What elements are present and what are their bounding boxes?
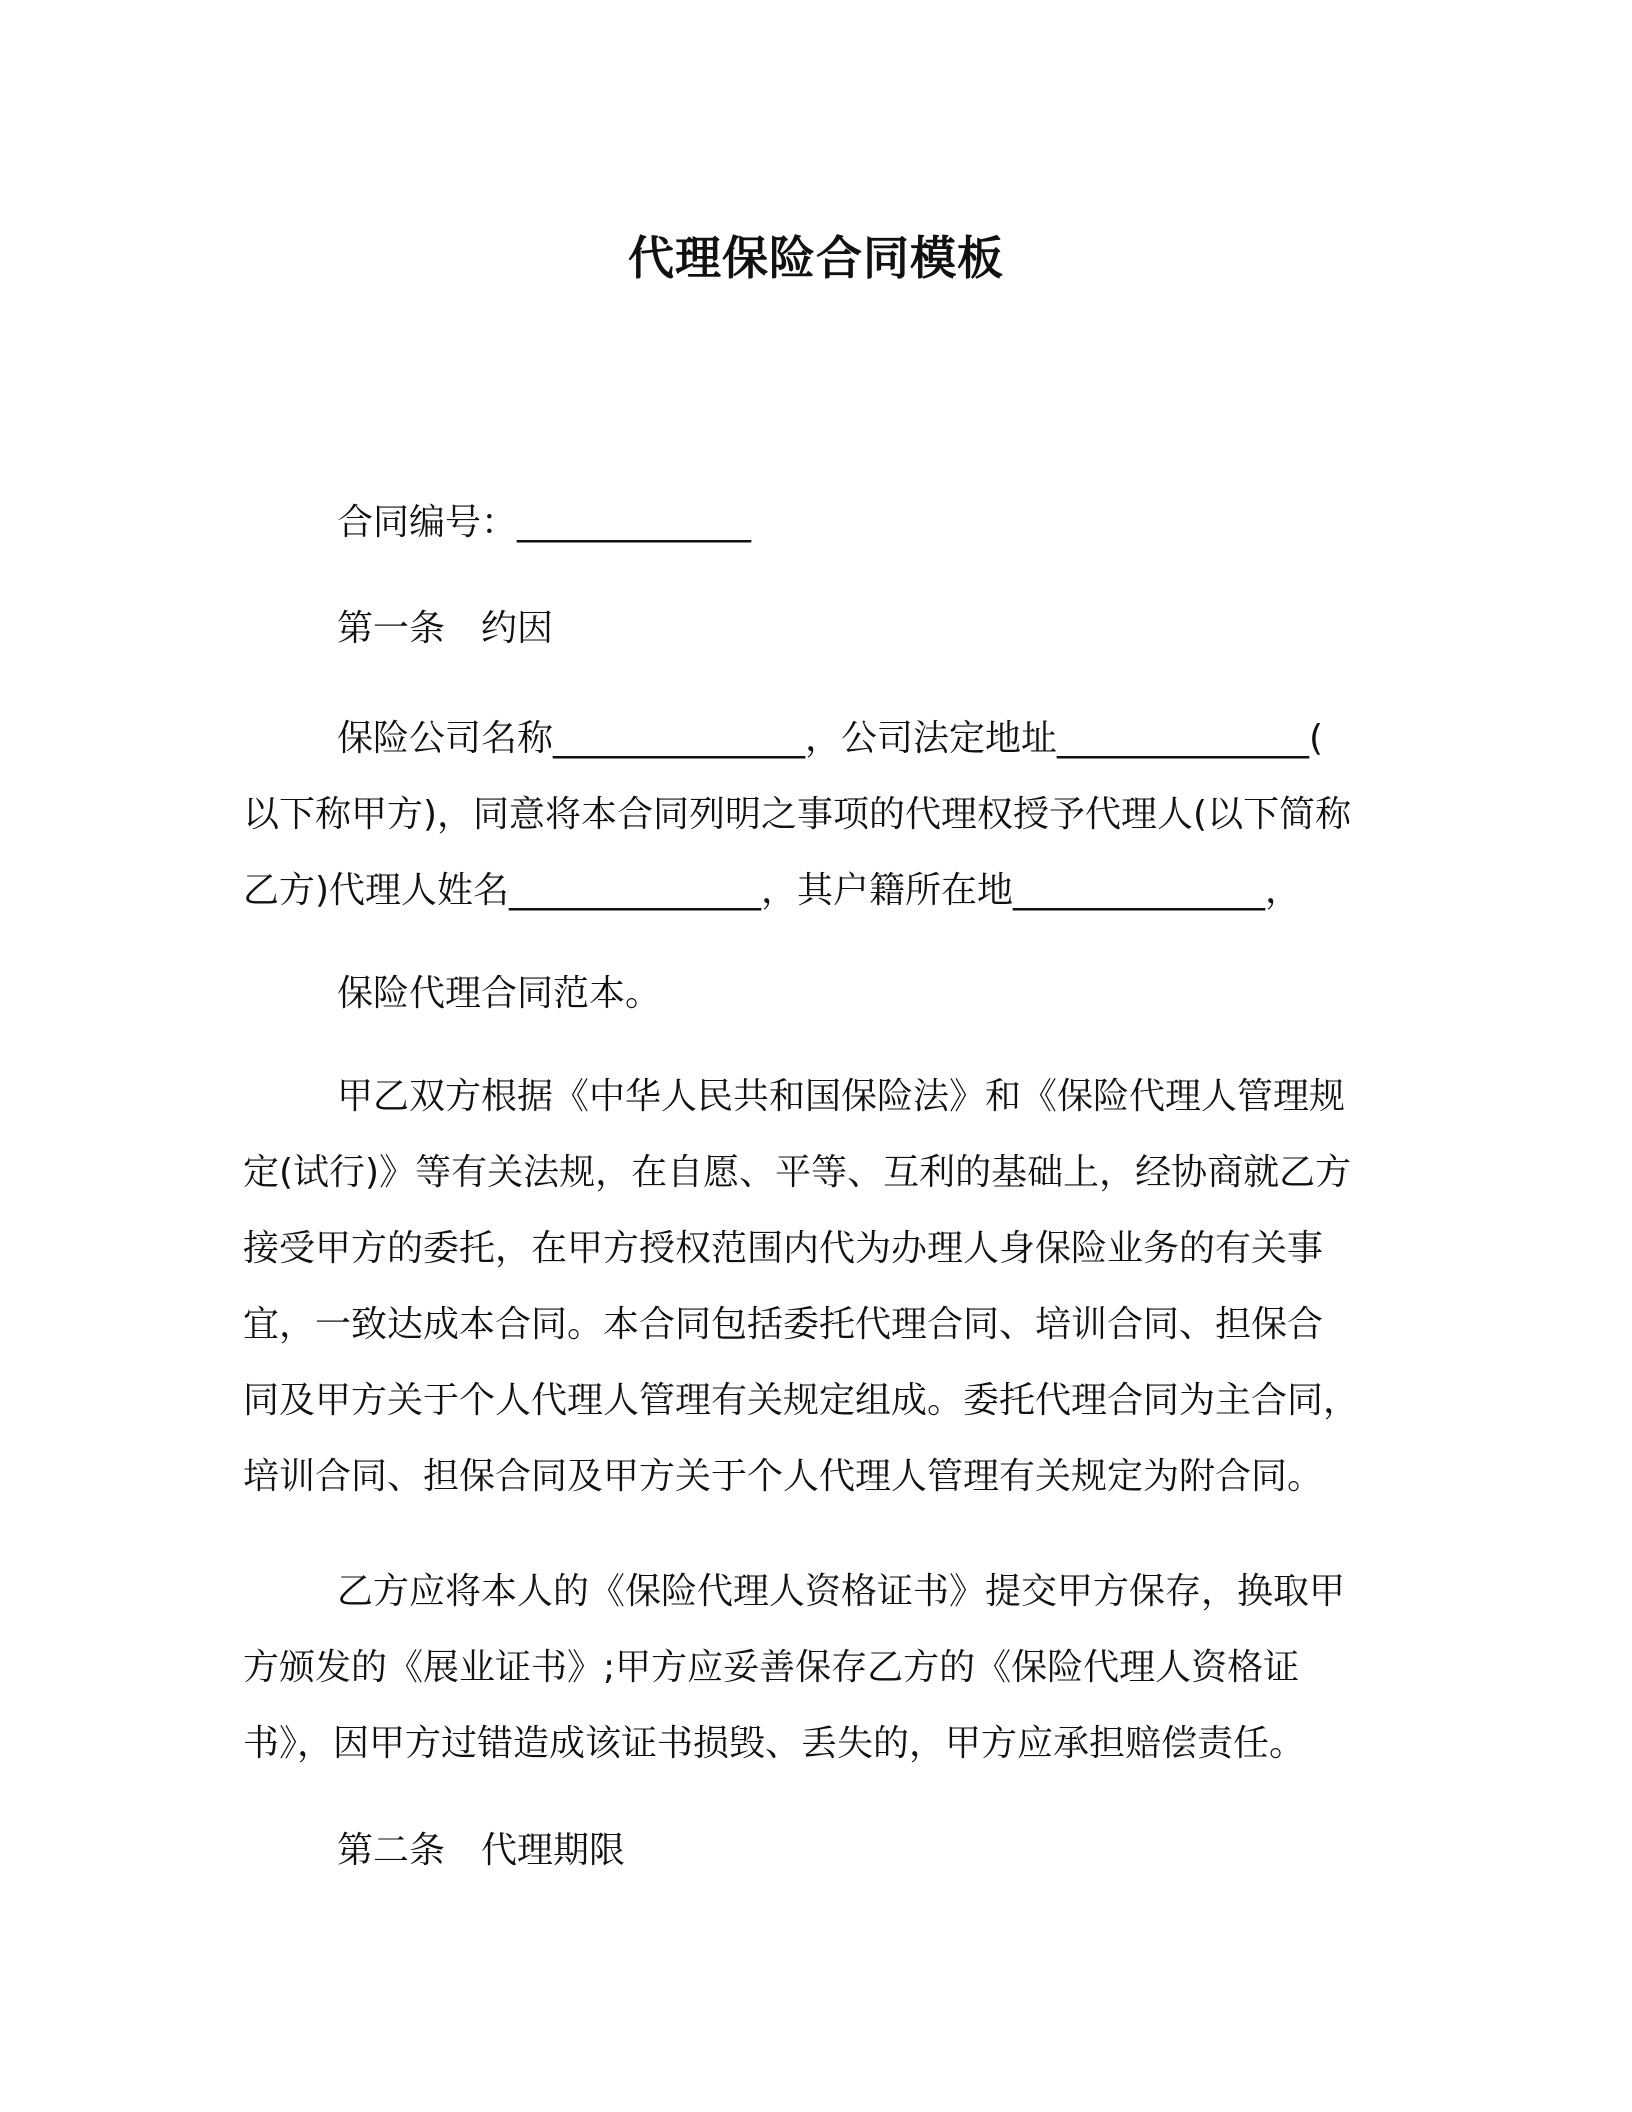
paragraph-legal-basis [243, 1059, 1403, 1515]
paragraph-parties [243, 701, 1403, 929]
text-line: 保险公司名称______________，公司法定地址______________( [337, 718, 1324, 759]
text-line: 乙方应将本人的《保险代理人资格证书》提交甲方保存，换取甲 [337, 1571, 1346, 1612]
text-line: 培训合同、担保合同及甲方关于个人代理人管理有关规定为附合同。 [243, 1456, 1324, 1497]
contract-number [243, 485, 1403, 561]
text-line: 以下称甲方)，同意将本合同列明之事项的代理权授予代理人(以下简称 [243, 794, 1352, 835]
text-line: 接受甲方的委托，在甲方授权范围内代为办理人身保险业务的有关事 [243, 1228, 1324, 1269]
text-line: 合同编号：_____________ [337, 502, 752, 543]
text-line: 宜，一致达成本合同。本合同包括委托代理合同、培训合同、担保合 [243, 1304, 1324, 1345]
paragraph-template-note [243, 956, 1403, 1032]
text-line: 定(试行)》等有关法规，在自愿、平等、互利的基础上，经协商就乙方 [243, 1152, 1352, 1193]
paragraph-certificate [243, 1554, 1403, 1782]
text-line: 乙方)代理人姓名______________，其户籍所在地______________， [243, 870, 1302, 911]
text-line: 书》，因甲方过错造成该证书损毁、丢失的，甲方应承担赔偿责任。 [243, 1723, 1306, 1764]
text-line: 第二条 代理期限 [337, 1830, 626, 1871]
text-line: 甲乙双方根据《中华人民共和国保险法》和《保险代理人管理规 [337, 1076, 1346, 1117]
text-line: 保险代理合同范本。 [337, 973, 662, 1014]
text-line: 同及甲方关于个人代理人管理有关规定组成。委托代理合同为主合同， [243, 1380, 1360, 1421]
article-1-heading [243, 591, 1403, 667]
text-line: 方颁发的《展业证书》;甲方应妥善保存乙方的《保险代理人资格证 [243, 1647, 1300, 1688]
document-title: 代理保险合同模板 [628, 231, 1004, 285]
article-2-heading [243, 1813, 1403, 1889]
text-line: 第一条 约因 [337, 608, 554, 649]
